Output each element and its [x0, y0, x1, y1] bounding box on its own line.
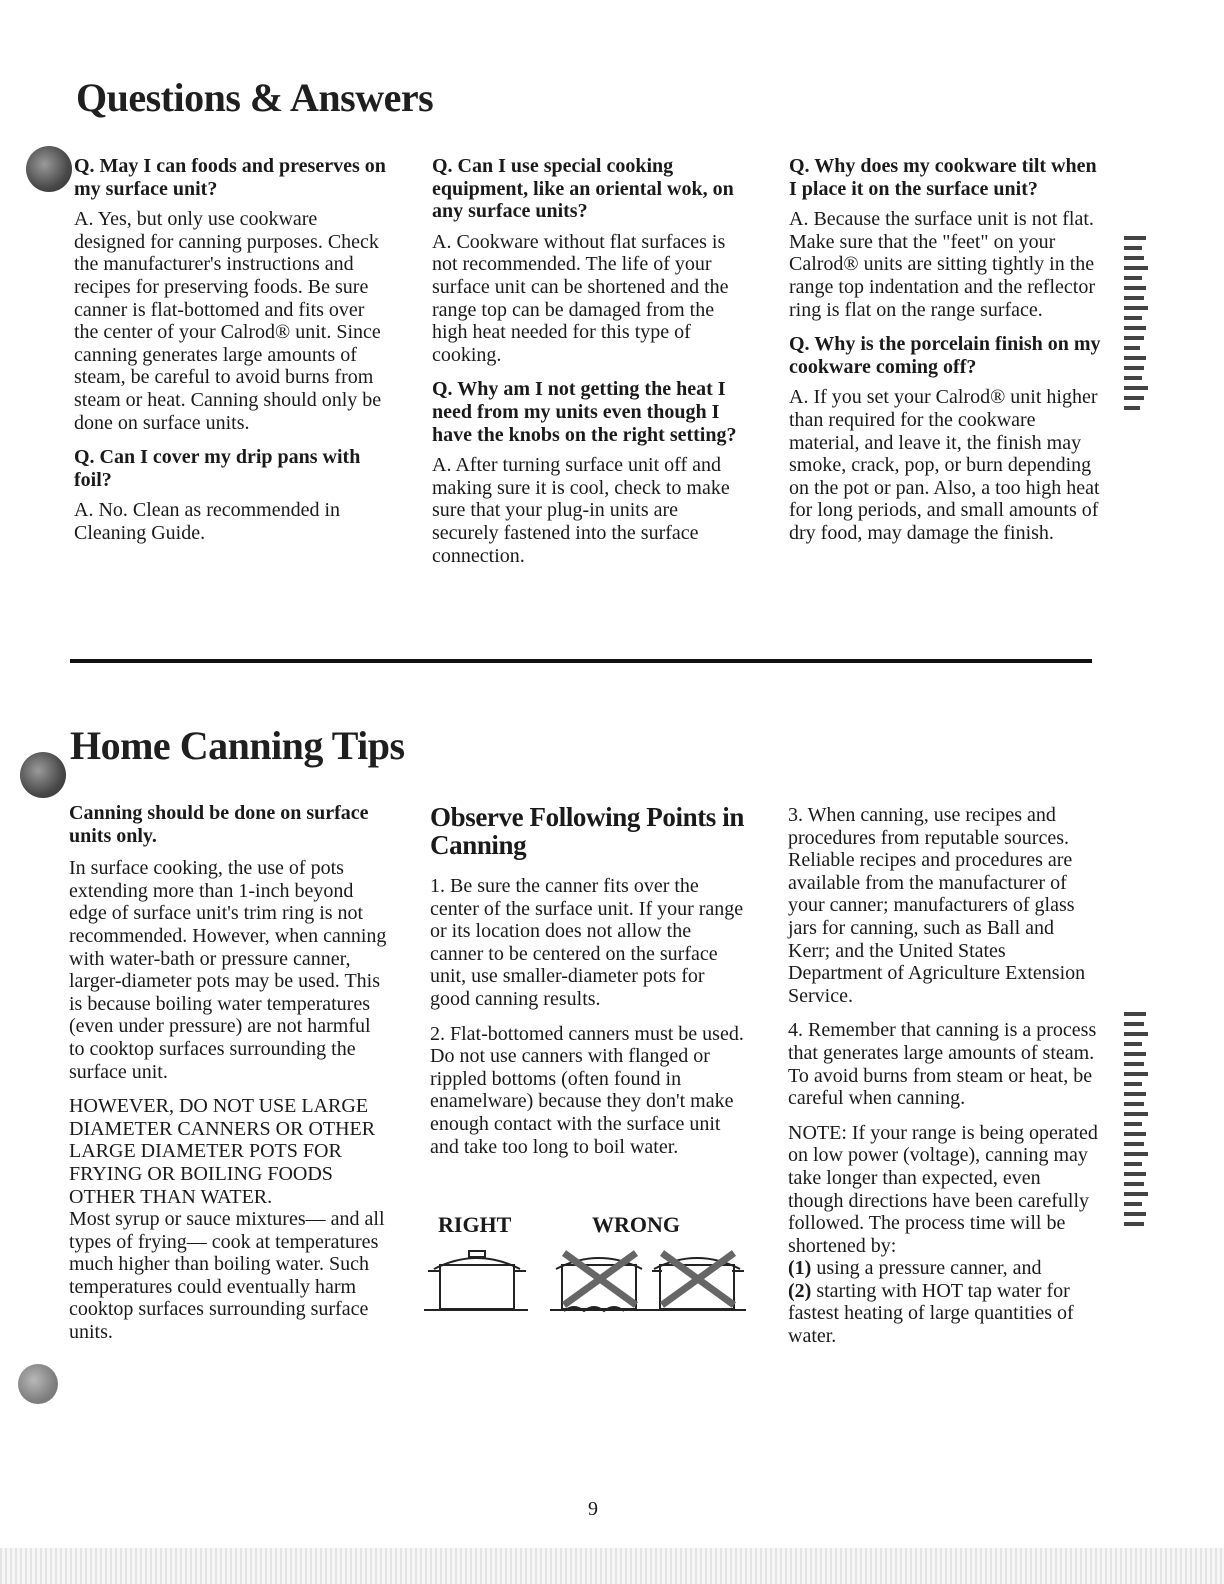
canning-note-item [788, 1280, 1098, 1348]
canning-point: 1. Be sure the canner fits over the center of the surface unit. If your range or its location does not allow the canner to be centered on the surface unit, use smaller-diameter pots for good canning results. [430, 875, 744, 1010]
qa-column-3 [789, 155, 1104, 557]
question: Q. Why does my cookware tilt when I place it on the surface unit? [789, 155, 1097, 200]
canning-column-3 [788, 804, 1098, 1360]
question: Q. Why is the porcelain finish on my cookware coming off? [789, 333, 1101, 378]
bullet-dot-icon [26, 146, 72, 192]
canning-point: 4. Remember that canning is a process that generates large amounts of steam. To avoid burns from steam or heat, be careful when canning. [788, 1019, 1097, 1110]
canning-point: 2. Flat-bottomed canners must be used. Do not use canners with flanged or rippled bottoms (often found in enamelware) because they don't make enough contact with the surface unit and take too long to boil water. [430, 1022, 744, 1158]
answer: A. After turning surface unit off and making sure it is cool, check to make sure that your plug-in units are securely fastened into the surface connection. [432, 454, 730, 567]
wrong-canners-icon [550, 1245, 748, 1315]
answer: A. Yes, but only use cookware designed for canning purposes. Check the manufacturer's instructions and recipes for preserving foods. Be sure canner is flat-bottomed and fits over the center of your Calrod® unit. Since canning generates large amounts of steam, be careful to avoid burns from steam or heat. Canning should only be done on surface units. [74, 208, 382, 434]
canning-column-1 [69, 802, 387, 1356]
question: Q. Can I use special cooking equipment, like an oriental wok, on any surface units? [432, 155, 734, 223]
question: Q. May I can foods and preserves on my surface unit? [74, 155, 386, 200]
canning-note-item [788, 1257, 1098, 1280]
canning-paragraph: In surface cooking, the use of pots extending more than 1-inch beyond edge of surface unit's trim ring is not recommended. However, when canning with water-bath or pressure canner, larger-diameter pots may be used. This is because boiling water temperatures (even under pressure) are not harmful to cooktop surfaces surrounding the surface unit. [69, 857, 387, 1083]
note-item-number: (2) [788, 1279, 812, 1302]
answer: A. If you set your Calrod® unit higher than required for the cookware material, and leave it, the finish may smoke, crack, pop, or burn depending on the pot or pan. Also, a too high heat for long periods, and small amounts of dry food, may damage the finish. [789, 386, 1100, 544]
qa-section-title: Questions & Answers [76, 75, 434, 120]
answer: A. Because the surface unit is not flat. Make sure that the "feet" on your Calrod® units are sitting tightly in the range top indentation and the reflector ring is flat on the range surface. [789, 208, 1095, 321]
bullet-dot-icon [18, 1364, 58, 1404]
note-item-number: (1) [788, 1257, 812, 1280]
wrong-label: WRONG [592, 1212, 680, 1237]
canning-heading: Canning should be done on surface units only. [69, 802, 369, 847]
right-canner-icon [424, 1245, 530, 1315]
bullet-dot-icon [20, 752, 66, 798]
page-number: 9 [588, 1498, 598, 1520]
canning-column-2 [430, 803, 748, 1170]
note-item-text: starting with HOT tap water for fastest heating of large quantities of water. [788, 1279, 1074, 1348]
question: Q. Why am I not getting the heat I need from my units even though I have the knobs on the right setting? [432, 378, 737, 446]
question: Q. Can I cover my drip pans with foil? [74, 446, 361, 491]
margin-tab-marks [1124, 236, 1152, 416]
qa-column-2 [432, 155, 744, 579]
canning-paragraph: Most syrup or sauce mixtures— and all types of frying— cook at temperatures much higher than boiling water. Such temperatures could eventually harm cooktop surfaces surrounding surface units. [69, 1208, 385, 1344]
scan-footer-noise [0, 1548, 1224, 1584]
canning-point: 3. When canning, use recipes and procedures from reputable sources. Reliable recipes and procedures are available from the manufacturer of your canner; manufacturers of glass jars for canning, such as Ball and Kerr; and the United States Department of Agriculture Extension Service. [788, 804, 1086, 1007]
answer: A. Cookware without flat surfaces is not recommended. The life of your surface unit can be shortened and the range top can be damaged from the high heat needed for this type of cooking. [432, 230, 729, 366]
section-divider [70, 659, 1092, 663]
canning-note: NOTE: If your range is being operated on low power (voltage), canning may take longer than expected, even though directions have been carefully followed. The process time will be shortened by: [788, 1121, 1098, 1257]
note-item-text: using a pressure canner, and [811, 1257, 1042, 1280]
canning-section-title: Home Canning Tips [70, 723, 405, 768]
canning-warning-caps: HOWEVER, DO NOT USE LARGE DIAMETER CANNERS OR OTHER LARGE DIAMETER POTS FOR FRYING OR BOILING FOODS OTHER THAN WATER. [69, 1095, 376, 1208]
observe-points-title: Observe Following Points in Canning [430, 802, 744, 860]
right-label: RIGHT [438, 1212, 512, 1237]
margin-tab-marks [1124, 1012, 1152, 1232]
answer: A. No. Clean as recommended in Cleaning Guide. [74, 499, 341, 544]
qa-column-1 [74, 155, 392, 557]
